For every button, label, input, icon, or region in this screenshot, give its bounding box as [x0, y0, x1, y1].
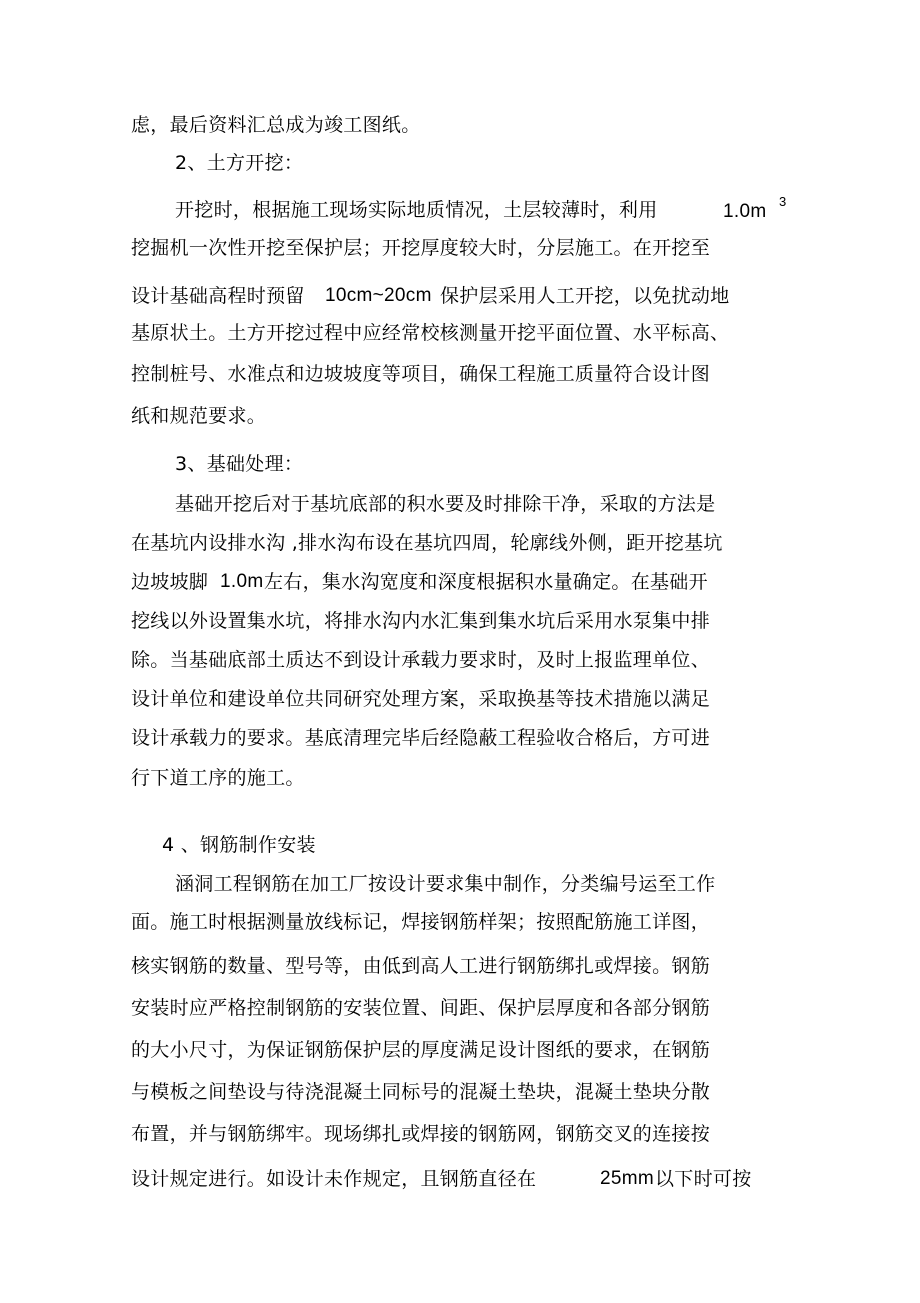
text-run: 面。施工时根据测量放线标记，焊接钢筋样架；按照配筋施工详图， — [131, 911, 711, 933]
text-run: 涵洞工程钢筋在加工厂按设计要求集中制作，分类编号运至工作 — [175, 873, 716, 895]
paragraph-line — [175, 871, 715, 897]
text-run: 4 、钢筋制作安装 — [162, 834, 316, 856]
text-run: 设计单位和建设单位共同研究处理方案，采取换基等技术措施以满足 — [131, 688, 711, 710]
text-run: 左右，集水沟宽度和深度根据积水量确定。在基础开 — [264, 571, 708, 593]
diameter-value — [600, 1166, 654, 1192]
text-run: 挖线以外设置集水坑，将排水沟内水汇集到集水坑后采用水泵集中排 — [131, 610, 711, 632]
paragraph-line — [655, 1166, 752, 1192]
paragraph-line — [131, 1166, 536, 1192]
paragraph-line — [131, 647, 710, 673]
text-run: 的大小尺寸，为保证钢筋保护层的厚度满足设计图纸的要求，在钢筋 — [131, 1039, 711, 1061]
text-run: 控制桩号、水准点和边坡坡度等项目，确保工程施工质量符合设计图 — [131, 363, 711, 385]
text-run: 25mm — [600, 1168, 654, 1189]
text-run: 挖掘机一次性开挖至保护层；开挖厚度较大时，分层施工。在开挖至 — [131, 237, 711, 259]
paragraph-line — [131, 530, 723, 556]
text-run: 1.0m — [220, 571, 264, 592]
reserved-layer-value — [325, 283, 432, 309]
paragraph-line — [175, 197, 658, 223]
paragraph-line — [131, 569, 208, 595]
paragraph-line — [131, 909, 710, 935]
text-run: 在基坑内设排水沟 ,排水沟布设在基坑四周，轮廓线外侧，距开挖基坑 — [131, 532, 723, 554]
paragraph-line — [131, 1079, 710, 1105]
text-run: 设计规定进行。如设计未作规定，且钢筋直径在 — [131, 1168, 537, 1190]
section-heading-rebar — [162, 832, 316, 858]
text-run: 除。当基础底部土质达不到设计承载力要求时，及时上报监理单位、 — [131, 649, 711, 671]
text-run: 保护层采用人工开挖，以免扰动地 — [440, 285, 730, 307]
paragraph-line — [131, 403, 266, 429]
text-run: 基础开挖后对于基坑底部的积水要及时排除干净，采取的方法是 — [175, 493, 716, 515]
text-run: 边坡坡脚 — [131, 571, 209, 593]
paragraph-line — [131, 1037, 710, 1063]
section-heading-foundation — [175, 451, 303, 477]
paragraph-line — [131, 1121, 710, 1147]
paragraph-line — [131, 112, 421, 138]
paragraph-line — [131, 953, 710, 979]
text-run: 10cm~20cm — [325, 285, 432, 306]
paragraph-line — [131, 283, 305, 309]
text-run: 3 — [779, 194, 787, 209]
paragraph-line — [131, 995, 710, 1021]
text-run: 布置，并与钢筋绑牢。现场绑扎或焊接的钢筋网，钢筋交叉的连接按 — [131, 1123, 711, 1145]
paragraph-line — [264, 569, 708, 595]
paragraph-line — [131, 725, 710, 751]
paragraph-line — [131, 608, 710, 634]
text-run: 纸和规范要求。 — [131, 405, 267, 427]
text-run: 设计承载力的要求。基底清理完毕后经隐蔽工程验收合格后，方可进 — [131, 727, 711, 749]
paragraph-line — [131, 361, 710, 387]
paragraph-line — [131, 686, 710, 712]
text-run: 1.0m — [723, 201, 767, 222]
text-run: 2、土方开挖： — [175, 152, 304, 174]
text-run: 开挖时，根据施工现场实际地质情况，土层较薄时，利用 — [175, 199, 658, 221]
paragraph-line — [131, 320, 729, 346]
text-run: 行下道工序的施工。 — [131, 767, 305, 789]
paragraph-line — [131, 765, 305, 791]
text-run: 设计基础高程时预留 — [131, 285, 305, 307]
paragraph-line — [440, 283, 730, 309]
text-run: 虑，最后资料汇总成为竣工图纸。 — [131, 114, 421, 136]
text-run: 基原状土。土方开挖过程中应经常校核测量开挖平面位置、水平标高、 — [131, 322, 730, 344]
section-heading-earthwork — [175, 150, 303, 176]
distance-value — [220, 569, 263, 595]
paragraph-line — [175, 491, 715, 517]
paragraph-line — [131, 235, 710, 261]
bucket-capacity-value — [723, 199, 766, 225]
text-run: 安装时应严格控制钢筋的安装位置、间距、保护层厚度和各部分钢筋 — [131, 997, 711, 1019]
text-run: 以下时可按 — [655, 1168, 752, 1190]
superscript-cubic — [779, 195, 786, 209]
text-run: 与模板之间垫设与待浇混凝土同标号的混凝土垫块，混凝土垫块分散 — [131, 1081, 711, 1103]
text-run: 3、基础处理： — [175, 453, 304, 475]
text-run: 核实钢筋的数量、型号等，由低到高人工进行钢筋绑扎或焊接。钢筋 — [131, 955, 711, 977]
